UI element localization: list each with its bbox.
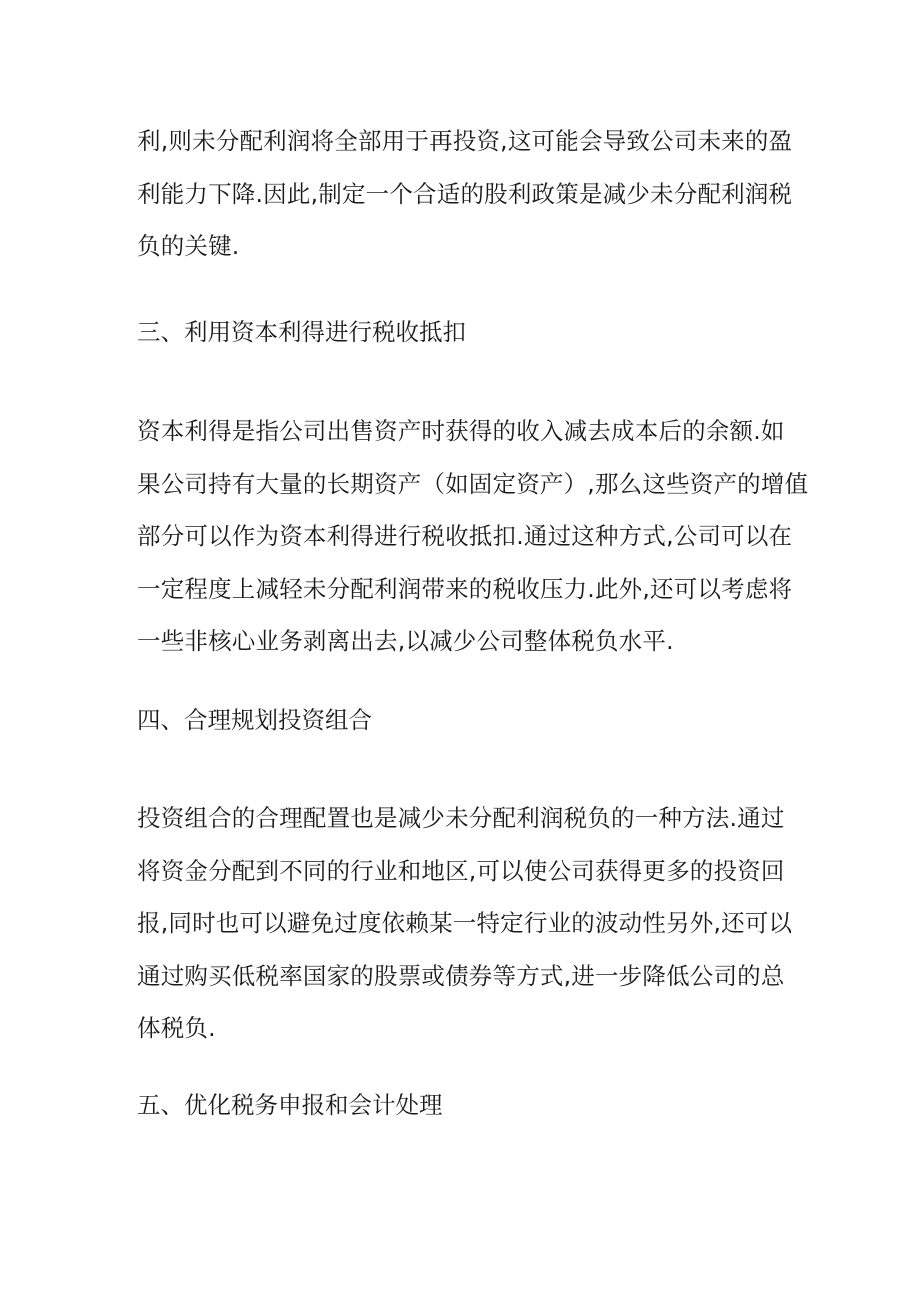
text-line: 投资组合的合理配置也是减少未分配利润税负的一种方法.通过 <box>137 804 785 832</box>
text-line: 果公司持有大量的长期资产（如固定资产）,那么这些资产的增值 <box>137 469 809 498</box>
text-line: 体税负. <box>137 1014 216 1042</box>
paragraph-dividend-policy <box>137 115 797 273</box>
text-line: 利,则未分配利润将全部用于再投资,这可能会导致公司未来的盈 <box>137 127 793 155</box>
text-line: 利能力下降.因此,制定一个合适的股利政策是减少未分配利润税 <box>137 179 793 208</box>
text-line: 一些非核心业务剥离出去,以减少公司整体税负水平. <box>137 627 674 655</box>
text-line: 负的关键. <box>137 232 240 260</box>
paragraph-capital-gains <box>137 405 809 668</box>
text-line: 将资金分配到不同的行业和地区,可以使公司获得更多的投资回 <box>137 856 785 885</box>
paragraph-investment-portfolio <box>137 792 797 1055</box>
text-line: 一定程度上减轻未分配利润带来的税收压力.此外,还可以考虑将 <box>137 574 793 603</box>
text-line: 资本利得是指公司出售资产时获得的收入减去成本后的余额.如 <box>137 417 785 445</box>
section-heading-capital-gains: 三、利用资本利得进行税收抵扣 <box>137 318 466 346</box>
text-line: 报,同时也可以避免过度依赖某一特定行业的波动性另外,还可以 <box>137 909 793 937</box>
text-line: 通过购买低税率国家的股票或债券等方式,进一步降低公司的总 <box>137 961 785 990</box>
section-heading-tax-filing: 五、优化税务申报和会计处理 <box>137 1091 443 1119</box>
section-heading-investment-portfolio: 四、合理规划投资组合 <box>137 706 372 734</box>
text-line: 部分可以作为资本利得进行税收抵扣.通过这种方式,公司可以在 <box>137 522 793 550</box>
